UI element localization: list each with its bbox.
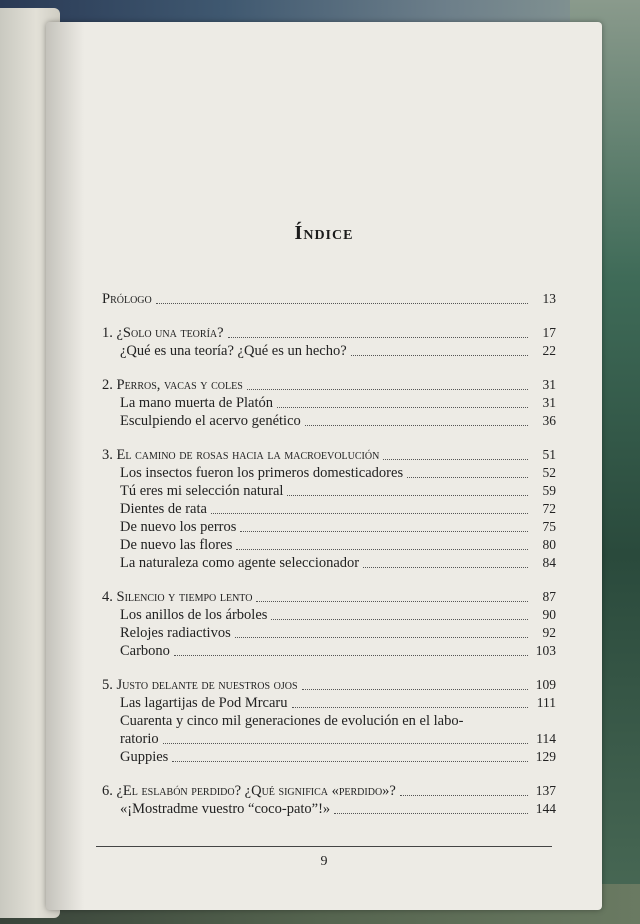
toc-entry: [102, 464, 556, 482]
toc-entry-title: 6. ¿El eslabón perdido? ¿Qué significa «perdido»?: [102, 783, 396, 799]
toc-entry-page: 84: [542, 555, 556, 570]
toc-entry-page: 114: [536, 731, 556, 746]
toc-entry-continued: Cuarenta y cinco mil generaciones de evolución en el labo-: [120, 713, 464, 729]
toc-entry-page: 72: [542, 501, 556, 516]
toc-entry: [102, 290, 556, 308]
section-gap: [102, 430, 534, 446]
toc-entry-title: «¡Mostradme vuestro “coco-pato”!»: [120, 801, 331, 817]
toc-entry-page: 13: [542, 291, 556, 306]
toc-entry-page: 36: [542, 413, 556, 428]
toc-entry-title: 4. Silencio y tiempo lento: [102, 589, 253, 605]
toc-entry-page: 52: [542, 465, 556, 480]
dot-leader: [228, 336, 528, 338]
toc-entry-title: ratorio: [120, 731, 159, 747]
toc-entry-title: Relojes radiactivos: [120, 625, 231, 641]
section-gap: [102, 308, 534, 324]
toc-entry: [102, 376, 556, 394]
dot-leader: [163, 742, 528, 744]
toc-entry-title: ¿Qué es una teoría? ¿Qué es un hecho?: [120, 343, 347, 359]
section-gap: [102, 360, 534, 376]
toc-entry-title: 3. El camino de rosas hacia la macroevolución: [102, 447, 380, 463]
toc-entry: [102, 482, 556, 500]
toc-entry: [102, 394, 556, 412]
table-of-contents: [102, 290, 556, 818]
dot-leader: [271, 618, 528, 620]
footer-rule: [96, 846, 552, 847]
section-gap: [102, 572, 534, 588]
toc-entry-title: Dientes de rata: [120, 501, 207, 517]
dot-leader: [247, 388, 528, 390]
toc-entry-page: 75: [542, 519, 556, 534]
toc-entry-page: 103: [535, 643, 556, 658]
toc-entry-title: Prólogo: [102, 291, 152, 307]
toc-entry-title: Las lagartijas de Pod Mrcaru: [120, 695, 288, 711]
dot-leader: [156, 302, 528, 304]
toc-entry-title: Esculpiendo el acervo genético: [120, 413, 301, 429]
toc-entry: [102, 500, 556, 518]
toc-entry-title: La mano muerta de Platón: [120, 395, 274, 411]
dot-leader: [236, 548, 528, 550]
dot-leader: [351, 354, 528, 356]
toc-entry: [102, 518, 556, 536]
toc-entry: [102, 782, 556, 800]
toc-entry-title: Carbono: [120, 643, 170, 659]
dot-leader: [235, 636, 528, 638]
dot-leader: [383, 458, 528, 460]
toc-entry-page: 137: [535, 783, 556, 798]
toc-entry: [102, 676, 556, 694]
toc-entry-page: 109: [535, 677, 556, 692]
toc-entry-page: 80: [542, 537, 556, 552]
toc-entry-title: La naturaleza como agente seleccionador: [120, 555, 360, 571]
toc-entry: [102, 536, 556, 554]
dot-leader: [277, 406, 528, 408]
dot-leader: [256, 600, 528, 602]
toc-entry-page: 87: [542, 589, 556, 604]
toc-entry: [102, 642, 556, 660]
toc-entry-page: 144: [535, 801, 556, 816]
toc-entry-page: 59: [542, 483, 556, 498]
toc-entry-title: Tú eres mi selección natural: [120, 483, 284, 499]
toc-entry: [102, 606, 556, 624]
toc-entry-page: 31: [542, 395, 556, 410]
toc-entry: [102, 624, 556, 642]
toc-entry-title: Guppies: [120, 749, 169, 765]
toc-entry-title: 5. Justo delante de nuestros ojos: [102, 677, 298, 693]
section-gap: [102, 766, 534, 782]
toc-entry: [102, 748, 556, 766]
page-title: Índice: [294, 222, 354, 244]
toc-entry-page: 129: [535, 749, 556, 764]
toc-entry: [102, 324, 556, 342]
dot-leader: [174, 654, 528, 656]
toc-entry-title: Los insectos fueron los primeros domesticadores: [120, 465, 404, 481]
dot-leader: [240, 530, 528, 532]
dot-leader: [172, 760, 528, 762]
toc-entry-title: 1. ¿Solo una teoría?: [102, 325, 224, 341]
toc-entry: [102, 800, 556, 818]
dot-leader: [400, 794, 528, 796]
dot-leader: [407, 476, 528, 478]
toc-entry-page: 111: [536, 695, 556, 710]
dot-leader: [305, 424, 528, 426]
toc-entry: [102, 342, 556, 360]
toc-entry-page: 90: [542, 607, 556, 622]
toc-entry: [102, 694, 556, 712]
dot-leader: [302, 688, 528, 690]
toc-entry-title: De nuevo las flores: [120, 537, 233, 553]
toc-entry-title: De nuevo los perros: [120, 519, 237, 535]
toc-entry-page: 22: [542, 343, 556, 358]
dot-leader: [334, 812, 528, 814]
section-gap: [102, 660, 534, 676]
book-page: [46, 22, 602, 910]
toc-entry: [102, 446, 556, 464]
toc-entry-page: 31: [542, 377, 556, 392]
toc-entry: [102, 588, 556, 606]
toc-entry-page: 51: [542, 447, 556, 462]
toc-entry: [102, 412, 556, 430]
dot-leader: [292, 706, 528, 708]
dot-leader: [363, 566, 528, 568]
toc-entry-page: 92: [542, 625, 556, 640]
page-number: 9: [320, 854, 328, 869]
toc-entry: [102, 730, 556, 748]
toc-entry-title: Los anillos de los árboles: [120, 607, 268, 623]
dot-leader: [287, 494, 528, 496]
toc-entry-title: 2. Perros, vacas y coles: [102, 377, 243, 393]
dot-leader: [211, 512, 528, 514]
toc-entry-page: 17: [542, 325, 556, 340]
toc-entry: [102, 554, 556, 572]
